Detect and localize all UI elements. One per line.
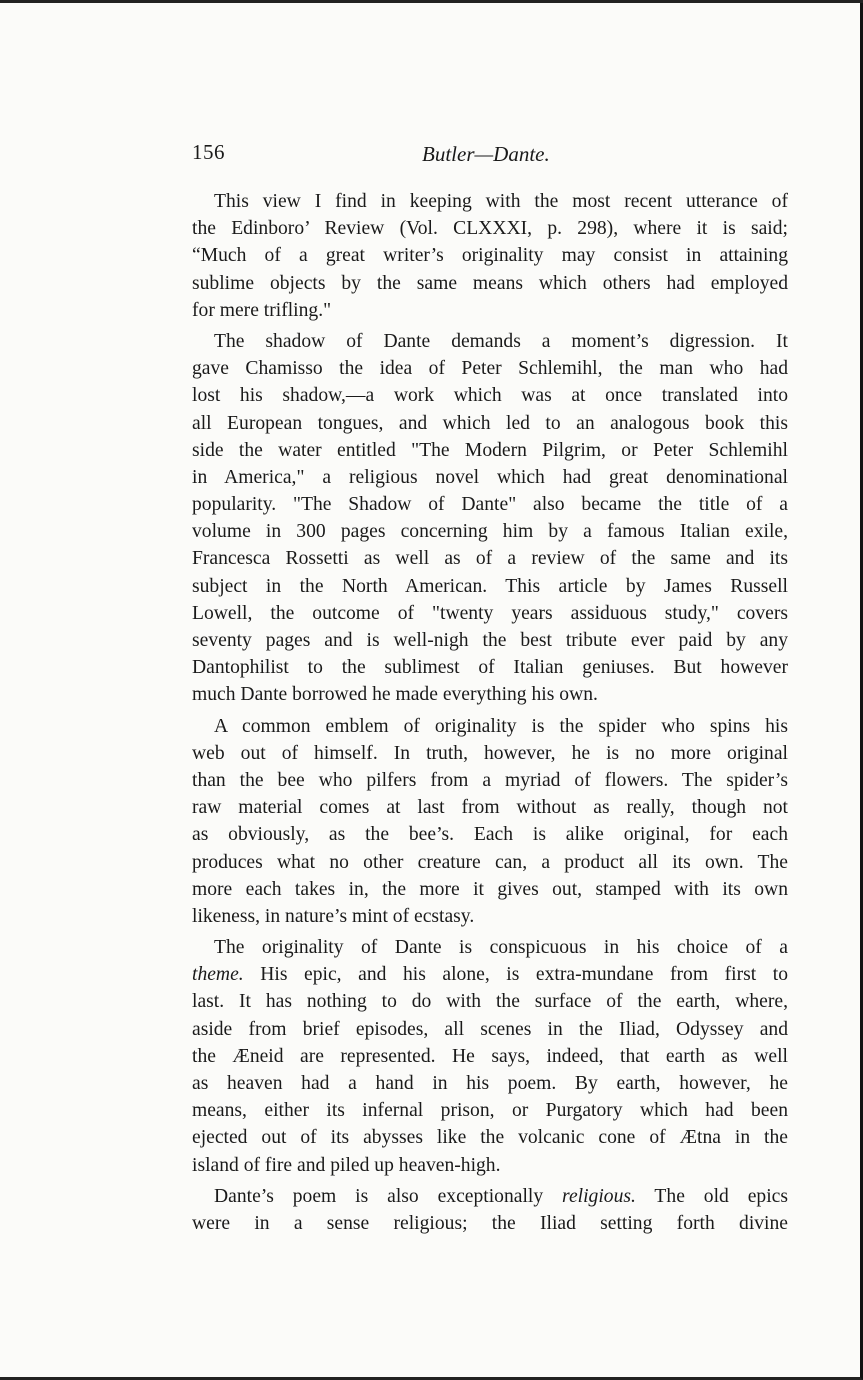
text-line: side the water entitled "The Modern Pilgrim, or Peter Schlemihl (192, 439, 788, 461)
text-line: The originality of Dante is conspicuous in his choice of a (214, 937, 788, 959)
text-segment: His epic, and his alone, is extra-mundane from first to (243, 964, 788, 986)
text-line: much Dante borrowed he made everything his own. (192, 684, 598, 706)
text-line: raw material comes at last from without as really, though not (192, 797, 788, 819)
text-line: than the bee who pilfers from a myriad of flowers. The spider’s (192, 769, 788, 791)
text-line: for mere trifling." (192, 299, 332, 321)
text-line: as heaven had a hand in his poem. By earth, however, he (192, 1073, 788, 1094)
text-line: gave Chamisso the idea of Peter Schlemihl, the man who had (192, 358, 788, 380)
paragraph (192, 713, 788, 931)
text-segment: The old epics (635, 1185, 788, 1207)
text-line: produces what no other creature can, a product all its own. The (192, 851, 788, 873)
text-line: all European tongues, and which led to an analogous book this (192, 412, 788, 434)
text-line: web out of himself. In truth, however, he is no more original (192, 742, 788, 764)
text-line: the Edinboro’ Review (Vol. CLXXXI, p. 298), where it is said; (192, 218, 788, 240)
text-line: subject in the North American. This article by James Russell (192, 575, 788, 597)
text-line: The shadow of Dante demands a moment’s digression. It (214, 330, 788, 352)
paragraph (192, 1183, 788, 1237)
scan-top-edge (0, 0, 863, 3)
text-line: island of fire and piled up heaven-high. (192, 1154, 501, 1176)
italic-word: theme. (192, 964, 244, 986)
text-line: more each takes in, the more it gives out, stamped with its own (192, 878, 788, 900)
text-line: last. It has nothing to do with the surface of the earth, where, (192, 991, 788, 1013)
text-line: Dantophilist to the sublimest of Italian geniuses. But however (192, 657, 788, 679)
running-title: Butler—Dante. (422, 142, 550, 166)
text-line: Lowell, the outcome of "twenty years assiduous study," covers (192, 602, 788, 624)
text-line: were in a sense religious; the Iliad setting forth divine (192, 1212, 788, 1234)
text-line (192, 1183, 788, 1210)
text-line: sublime objects by the same means which others had employed (192, 272, 788, 294)
text-line: as obviously, as the bee’s. Each is alike original, for each (192, 824, 788, 846)
page-number: 156 (192, 140, 225, 164)
text-line: volume in 300 pages concerning him by a famous Italian exile, (192, 521, 788, 543)
text-line: means, either its infernal prison, or Purgatory which had been (192, 1100, 788, 1122)
body-text (192, 188, 788, 1237)
paragraph (192, 188, 788, 324)
paragraph (192, 934, 788, 1179)
text-line: lost his shadow,—a work which was at once translated into (192, 385, 788, 407)
text-line: Francesca Rossetti as well as of a review of the same and its (192, 548, 788, 570)
text-line: in America," a religious novel which had great denominational (192, 466, 788, 488)
scan-artifact (352, 1372, 372, 1376)
paragraph (192, 328, 788, 709)
italic-word: religious. (562, 1185, 636, 1207)
text-line: likeness, in nature’s mint of ecstasy. (192, 905, 475, 927)
text-line: popularity. "The Shadow of Dante" also became the title of a (192, 494, 788, 516)
text-line: aside from brief episodes, all scenes in the Iliad, Odyssey and (192, 1018, 788, 1040)
text-line: “Much of a great writer’s originality may consist in attaining (192, 245, 788, 267)
text-line: ejected out of its abysses like the volcanic cone of Ætna in the (192, 1127, 788, 1149)
page-header (192, 140, 788, 170)
text-segment: Dante’s poem is also exceptionally (214, 1185, 563, 1207)
text-line: This view I find in keeping with the most recent utterance of (214, 191, 788, 212)
text-line (192, 961, 788, 988)
text-line: seventy pages and is well-nigh the best tribute ever paid by any (192, 630, 788, 651)
text-line: the Æneid are represented. He says, indeed, that earth as well (192, 1045, 788, 1067)
text-line: A common emblem of originality is the spider who spins his (214, 715, 788, 737)
